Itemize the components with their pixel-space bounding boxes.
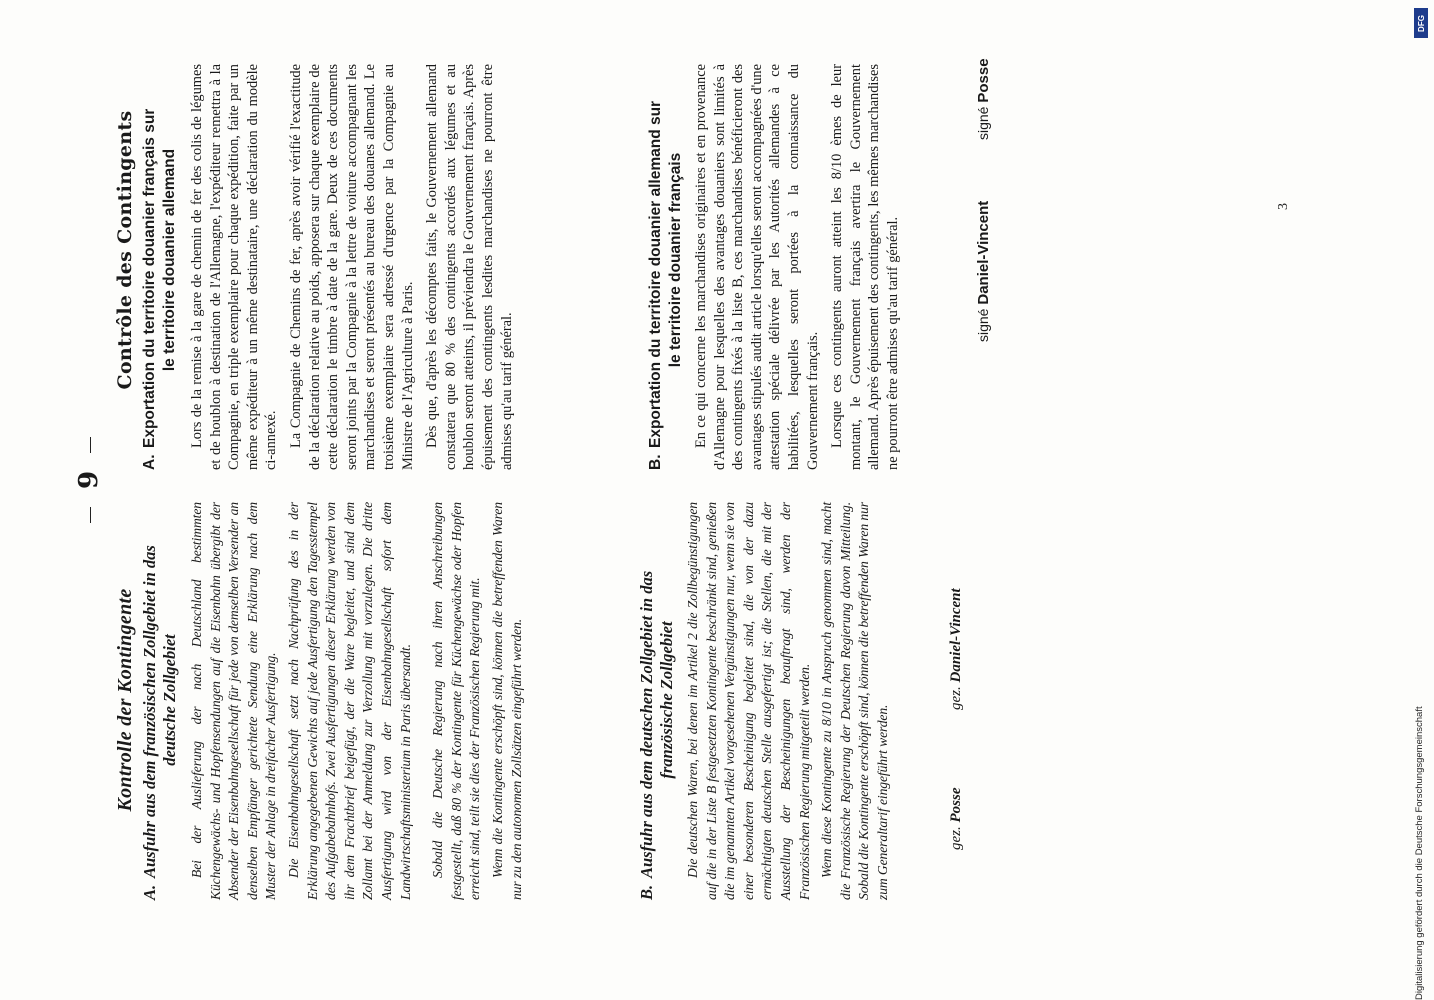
signature-prefix: signé	[975, 308, 991, 342]
paragraph: La Compagnie de Chemins de fer, après avoir vérifié l'exactitude de la déclaration relative au poids, apposera sur chaque exemplaire de cette déclaration le timbre à date de la gare. Deux de ces documents seront joints par la Compagnie à la lettre de voiture accompagnant les marchandises et seront présentés au bureau des douanes allemand. Le troisième exemplaire sera adressé d'urgence par la Compagnie au Ministre de l'Agriculture à Paris.	[287, 64, 416, 470]
german-signature-right	[948, 490, 965, 710]
heading-line: Ausfuhr aus dem deutschen Zollgebiet in das	[637, 570, 656, 878]
paragraph: Die Eisenbahngesellschaft setzt nach Nachprüfung des in der Erklärung angegebenen Gewichts auf jede Ausfertigung den Tagesstempel des Aufgabebahnhofs. Zwei Ausfertigungen dieser Erklärung werden von ihr dem Frachtbrief beigefügt, der die Ware begleitet, und sind dem Zollamt bei der Anmeldung zur Verzollung mit vorzulegen. Die dritte Ausfertigung wird von der Eisenbahngesellschaft sofort dem Landwirtschaftsministerium in Paris übersandt.	[285, 502, 413, 900]
french-section-a-body	[188, 64, 516, 470]
credit-text: Digitalisierung gefördert durch die Deutsche Forschungsgemeinschaft	[1414, 706, 1425, 1000]
heading-line: französische Zollgebiet	[657, 621, 676, 779]
paragraph: Bei der Auslieferung der nach Deutschland bestimmten Küchengewächs- und Hopfensendungen auf die Eisenbahn übergibt der Absender der Eisenbahngesellschaft für jede von demselben Versender an denselben Empfänger gerichtete Sendung eine Erklärung nach dem Muster der Anlage in dreifacher Ausfertigung.	[189, 502, 279, 900]
signature-prefix: signé	[975, 106, 991, 140]
heading-line: Exportation du territoire douanier allemand sur	[647, 100, 664, 448]
german-section-b-heading	[637, 500, 677, 900]
signature-name: Posse	[975, 58, 992, 103]
dash-left	[90, 507, 91, 523]
paragraph: Lorsque ces contingents auront atteint les 8/10 èmes de leur montant, le Gouvernement français avertira le Gouvernement allemand. Après épuisement des contingents, les mêmes marchandises ne pourront être admises qu'au tarif général.	[829, 64, 901, 470]
paragraph: Wenn diese Kontingente zu 8/10 in Anspruch genommen sind, macht die Französische Regierung der Deutschen Regierung davon Mitteilung. Sobald die Kontingente erschöpft sind, können die betreffenden Waren nur zum Generaltarif eingeführt werden.	[819, 502, 890, 900]
french-section-a-heading	[140, 50, 180, 470]
paragraph: Lors de la remise à la gare de chemin de fer des colis de légumes et de houblon à destination de l'Allemagne, l'expéditeur remettra à la Compagnie, en triple exemplaire pour chaque expédition, faite par un même expéditeur à un même destinataire, une déclaration du modèle ci-annexé.	[189, 64, 280, 470]
heading-line: Ausfuhr aus dem französischen Zollgebiet in das	[140, 545, 159, 878]
section-letter: A.	[141, 454, 158, 470]
dash-right	[90, 437, 91, 453]
french-signature-left	[975, 162, 992, 342]
heading-line: deutsche Zollgebiet	[160, 634, 179, 766]
paragraph: En ce qui concerne les marchandises originaires et en provenance d'Allemagne pour lesquelles des avantages douaniers sont limités à des contingents fixés à la liste B, ces marchandises bénéficieront des avantages stipulés audit article lorsqu'elles seront accompagnées d'une attestation spéciale délivrée par les Autorités allemandes à ce habilitées, lesquelles seront portées à la connaissance du Gouvernement français.	[693, 64, 821, 470]
dfg-logo	[1414, 8, 1428, 38]
footer-page-number: 3	[1276, 203, 1291, 210]
paragraph: Sobald die Deutsche Regierung nach ihren Anschreibungen festgestellt, daß 80 % der Kontingente für Küchengewächse oder Hopfen erreicht sind, teilt sie dies der Französischen Regierung mit.	[430, 502, 483, 900]
french-signature-right	[975, 20, 992, 140]
french-section-b-heading	[646, 50, 686, 470]
logo-text: DFG	[1416, 14, 1426, 32]
heading-line: le territoire douanier allemand	[161, 148, 178, 372]
page-number-text: 9	[74, 470, 104, 490]
french-title: Contrôle des Contingents	[114, 110, 136, 390]
signature-name: Posse	[948, 787, 964, 823]
paragraph: Wenn die Kontingente erschöpft sind, können die betreffenden Waren nur zu den autonomen Zollsätzen eingeführt werden.	[489, 502, 524, 900]
paragraph: Die deutschen Waren, bei denen im Artikel 2 die Zollbegünstigungen auf die in der Liste B festgesetzten Kontingente beschränkt sind, genießen die im genannten Artikel vorgesehenen Vergünstigungen nur, wenn sie von einer besonderen Bescheinigung begleitet sind, die von der dazu ermächtigten deutschen Stelle ausgefertigt ist; die Stellen, die mit der Ausstellung der Bescheinigungen beauftragt sind, werden der Französischen Regierung mitgeteilt werden.	[685, 502, 812, 900]
section-letter: B.	[647, 454, 664, 470]
german-title: Kontrolle der Kontingente	[114, 588, 136, 812]
section-letter: B.	[637, 884, 656, 900]
signature-name: Daniel-Vincent	[948, 588, 964, 683]
german-section-a-heading	[140, 500, 180, 900]
signature-name: Daniel-Vincent	[975, 200, 992, 305]
german-section-b-body	[684, 502, 893, 900]
paragraph: Dès que, d'après les décomptes faits, le Gouvernement allemand constatera que 80 % des contingents accordés aux légumes et au houblon seront atteints, il préviendra le Gouvernement français. Après épuisement des contingents lesdites marchandises ne pourront être admises qu'au tarif général.	[424, 64, 515, 470]
french-section-b-body	[692, 64, 903, 470]
section-letter: A.	[140, 884, 159, 900]
german-signature-left	[948, 760, 965, 850]
signature-prefix: gez.	[948, 686, 964, 710]
signature-prefix: gez.	[948, 826, 964, 850]
page-number	[74, 380, 104, 580]
german-section-a-body	[188, 502, 526, 900]
heading-line: Exportation du territoire douanier français sur	[141, 108, 158, 448]
heading-line: le territoire douanier français	[667, 152, 684, 368]
digitization-credit	[1412, 620, 1428, 1000]
